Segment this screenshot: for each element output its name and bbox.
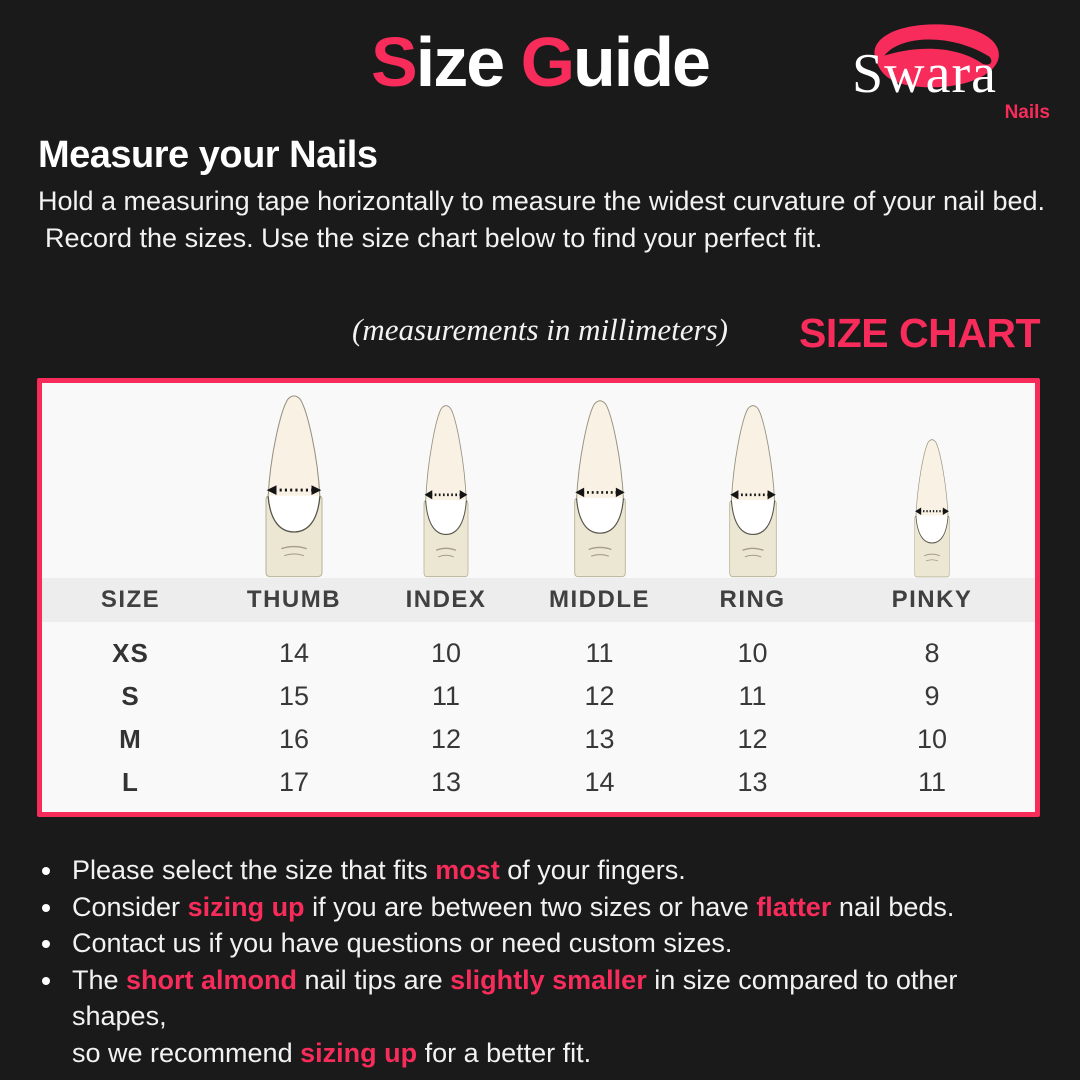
- size-value-cell: 12: [737, 724, 768, 754]
- size-row-L: [42, 761, 1035, 804]
- column-header-ring: RING: [719, 586, 786, 613]
- highlighted-text: most: [435, 855, 500, 885]
- size-row-S: [42, 675, 1035, 718]
- size-value-cell: 11: [738, 681, 767, 711]
- highlighted-text: flatter: [756, 891, 832, 922]
- nail-illustration-middle: [523, 383, 676, 578]
- intro-paragraph: [38, 183, 1048, 257]
- plain-text: if you are between two sizes or have: [304, 891, 757, 922]
- plain-text: The: [72, 964, 127, 995]
- section-heading: Measure your Nails: [38, 134, 378, 176]
- size-label: S: [121, 681, 140, 711]
- bullet-icon: [42, 867, 50, 875]
- size-value-cell: 13: [737, 767, 768, 797]
- plain-text: Contact us if you have questions or need custom sizes.: [72, 928, 733, 958]
- nail-illustration-index: [369, 383, 523, 578]
- table-header-row: [42, 578, 1035, 622]
- column-header-size: SIZE: [100, 586, 161, 613]
- highlighted-text: sizing up: [300, 1037, 418, 1068]
- note-text: [72, 925, 732, 962]
- size-value-cell: 11: [585, 638, 614, 668]
- highlighted-text: slightly smaller: [450, 964, 647, 995]
- size-chart-label: SIZE CHART: [799, 310, 1040, 356]
- plain-text: nail beds.: [831, 891, 955, 922]
- plain-text: so we recommend: [72, 1037, 301, 1068]
- size-value-cell: 9: [924, 681, 940, 711]
- note-text: [72, 889, 954, 926]
- notes-list: [40, 852, 1050, 1071]
- nail-illustration-thumb: [219, 383, 369, 578]
- plain-text: for a better fit.: [417, 1037, 592, 1068]
- column-header-thumb: THUMB: [246, 586, 342, 613]
- nail-illustration-pinky: [829, 383, 1035, 578]
- note-text: [72, 852, 686, 889]
- size-row-M: [42, 718, 1035, 761]
- note-item: [40, 889, 1050, 926]
- size-label: XS: [112, 638, 149, 668]
- size-value-cell: 16: [278, 724, 310, 754]
- title-text-ize: ize: [415, 23, 521, 101]
- size-label: L: [122, 767, 139, 797]
- plain-text: Consider: [72, 891, 188, 922]
- chart-caption-row: [0, 312, 1080, 360]
- brand-logo: [852, 20, 1052, 122]
- bullet-icon: [42, 940, 50, 948]
- plain-text: of your fingers.: [499, 855, 686, 885]
- plain-text: nail tips are: [297, 964, 451, 995]
- size-row-XS: [42, 632, 1035, 675]
- size-value-cell: 13: [584, 724, 615, 754]
- bullet-icon: [42, 904, 50, 912]
- size-chart-panel: [37, 378, 1040, 817]
- intro-line-2: Record the sizes. Use the size chart below to find your perfect fit.: [45, 223, 823, 253]
- plain-text: in size compared to other shapes,: [72, 964, 958, 1031]
- size-value-cell: 17: [278, 767, 310, 797]
- intro-line-1: Hold a measuring tape horizontally to measure the widest curvature of your nail bed.: [38, 186, 1046, 216]
- size-value-cell: 8: [924, 638, 940, 668]
- size-value-cell: 10: [916, 724, 948, 754]
- brand-name: Swara: [852, 43, 997, 105]
- nail-illustration-ring: [676, 383, 829, 578]
- size-value-cell: 11: [917, 767, 947, 797]
- table-body: [42, 622, 1035, 804]
- size-value-cell: 14: [584, 767, 615, 797]
- note-item: [40, 925, 1050, 962]
- highlighted-text: short almond: [126, 964, 298, 995]
- size-value-cell: 12: [430, 724, 462, 754]
- nail-illustrations-row: [42, 383, 1035, 578]
- column-header-index: INDEX: [405, 586, 487, 613]
- size-label: M: [119, 724, 142, 754]
- plain-text: Please select the size that fits: [72, 855, 436, 885]
- note-text: [72, 962, 1050, 1072]
- size-value-cell: 13: [430, 767, 462, 797]
- size-value-cell: 15: [278, 681, 310, 711]
- brand-suffix: Nails: [1004, 102, 1050, 123]
- note-item: [40, 852, 1050, 889]
- bullet-icon: [42, 977, 50, 985]
- column-header-pinky: PINKY: [891, 586, 973, 613]
- note-item: [40, 962, 1050, 1072]
- empty-cell: [42, 383, 219, 578]
- title-accent-s: S: [371, 23, 416, 101]
- column-header-middle: MIDDLE: [549, 586, 650, 613]
- size-value-cell: 10: [430, 638, 462, 668]
- highlighted-text: sizing up: [187, 891, 305, 922]
- measurements-note: (measurements in millimeters): [352, 312, 728, 347]
- title-text-uide: uide: [573, 23, 709, 101]
- title-accent-g: G: [520, 23, 574, 101]
- size-value-cell: 12: [584, 681, 615, 711]
- size-value-cell: 14: [278, 638, 310, 668]
- size-value-cell: 11: [431, 681, 461, 711]
- size-value-cell: 10: [737, 638, 768, 668]
